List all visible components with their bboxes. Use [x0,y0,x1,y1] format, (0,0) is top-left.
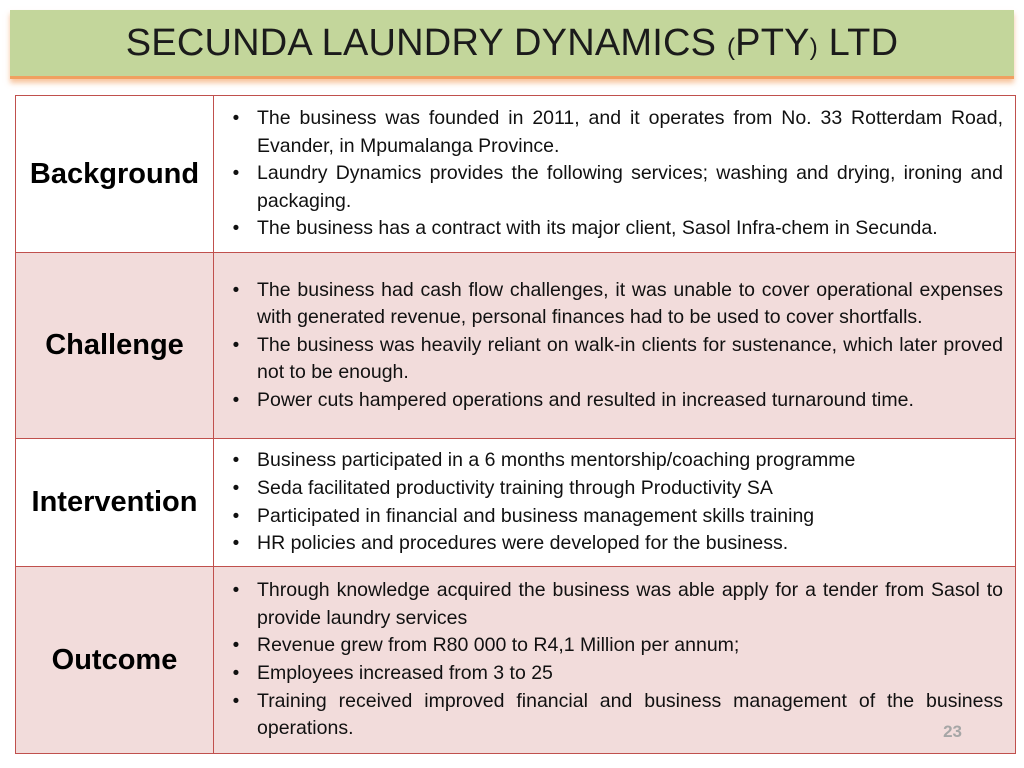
bullet-icon: • [232,580,240,602]
row-label: Background [29,157,200,190]
list-item-text: Revenue grew from R80 000 to R4,1 Million per annum; [257,634,740,657]
list-item [226,577,1003,632]
bullet-icon: • [232,279,240,301]
list-item-text: The business has a contract with its major client, Sasol Infra-chem in Secunda. [257,217,938,240]
table-row-intervention [16,439,1016,567]
row-label: Intervention [31,486,198,518]
list-item-text: The business had cash flow challenges, it was unable to cover operational expenses with generated revenue, personal finances had to be used to cover shortfalls. [257,278,1003,329]
title-paren-close: ) [809,33,818,61]
bullet-icon: • [232,218,240,240]
table-row-challenge [16,253,1016,439]
list-item [226,688,1003,743]
list-item-text: Participated in financial and business management skills training [257,504,815,527]
row-label-cell [16,567,214,754]
list-item-text: Training received improved financial and business management of the business operations. [257,689,1003,740]
list-item [226,530,1003,558]
title-suffix: LTD [828,21,899,64]
bullet-icon: • [232,450,240,472]
list-item-text: Power cuts hampered operations and resulted in increased turnaround time. [257,388,914,411]
list-item [226,660,1003,688]
list-item-text: Through knowledge acquired the business was able apply for a tender from Sasol to provide laundry services [257,579,1003,629]
page-number: 23 [943,722,962,741]
list-item [226,105,1003,160]
case-study-table [15,95,1016,754]
list-item [226,503,1003,531]
bullet-icon: • [232,389,240,411]
list-item [226,475,1003,503]
bullet-icon: • [232,663,240,684]
bullet-icon: • [232,505,240,527]
bullet-list [226,577,1003,743]
list-item-text: Business participated in a 6 months mentorship/coaching programme [257,449,856,472]
list-item [226,332,1003,387]
bullet-icon: • [232,163,240,185]
row-label: Challenge [45,329,184,361]
title-banner [10,10,1014,79]
list-item [226,632,1003,660]
table-row-outcome [16,567,1016,754]
list-item [226,447,1003,475]
bullet-list [226,277,1003,415]
list-item-text: Seda facilitated productivity training through Productivity SA [257,476,773,499]
list-item-text: The business was heavily reliant on walk-in clients for sustenance, which later proved not to be enough. [257,333,1003,384]
slide-title [126,22,898,65]
row-body-cell [214,253,1016,439]
row-label-cell [16,439,214,567]
title-paren-word: PTY [735,21,810,64]
title-main: SECUNDA LAUNDRY DYNAMICS [125,21,717,64]
bullet-icon: • [232,635,240,657]
list-item [226,215,1003,243]
list-item-text: Employees increased from 3 to 25 [257,662,553,684]
bullet-icon: • [232,477,240,499]
bullet-icon: • [232,690,240,712]
list-item-text: The business was founded in 2011, and it operates from No. 33 Rotterdam Road, Evander, in Mpumalanga Province. [257,107,1003,157]
bullet-icon: • [232,334,240,356]
bullet-icon: • [232,533,240,555]
list-item [226,387,1003,415]
row-label-cell [16,96,214,253]
row-body-cell [214,96,1016,253]
bullet-icon: • [232,108,240,130]
list-item-text: HR policies and procedures were developed for the business. [257,532,789,555]
title-paren-open: ( [726,33,736,61]
bullet-list [226,447,1003,557]
table-row-background [16,96,1016,253]
row-label-cell [16,253,214,439]
list-item [226,160,1003,215]
row-label: Outcome [51,643,178,676]
list-item [226,277,1003,332]
row-body-cell [214,439,1016,567]
bullet-list [226,105,1003,243]
row-body-cell [214,567,1016,754]
list-item-text: Laundry Dynamics provides the following services; washing and drying, ironing and packaging. [257,162,1003,212]
